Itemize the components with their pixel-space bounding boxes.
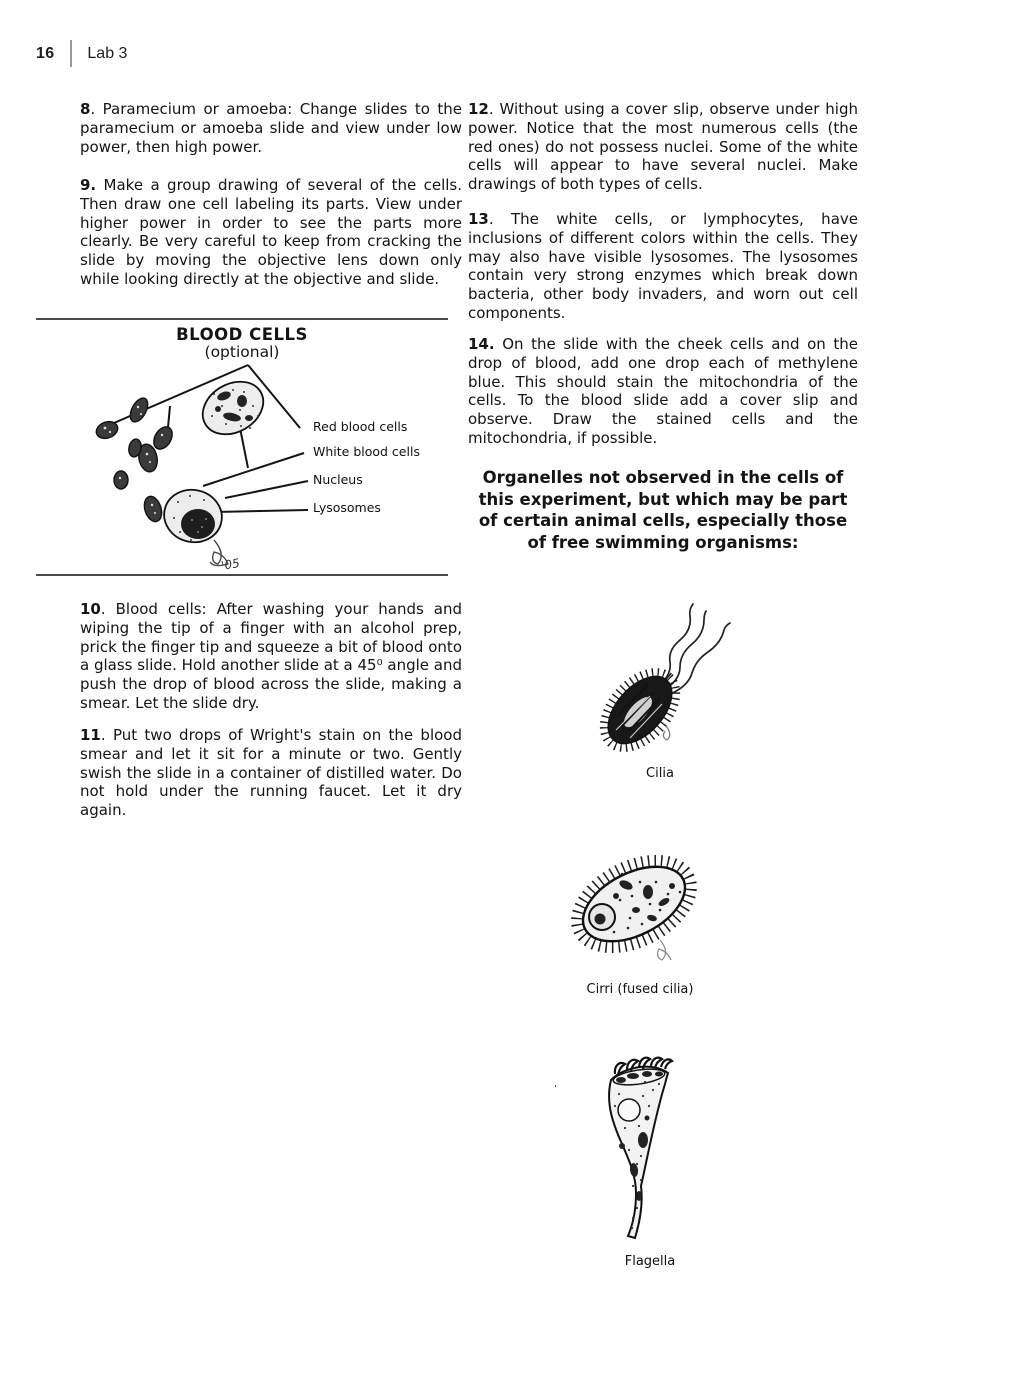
label-nucleus: Nucleus xyxy=(313,472,363,487)
artist-signature xyxy=(210,540,241,573)
cirri-figure xyxy=(540,840,740,997)
header-divider xyxy=(70,40,72,67)
flagella-figure xyxy=(555,1046,745,1269)
blood-cells-drawing xyxy=(36,362,444,574)
blood-cells-figure-subtitle: (optional) xyxy=(204,343,280,361)
cirri-cell-body xyxy=(563,843,705,964)
white-blood-cell-drawing xyxy=(193,371,272,445)
blood-cells-figure xyxy=(36,318,448,576)
cilia-caption: Cilia xyxy=(646,766,674,781)
red-blood-cells-drawing xyxy=(94,395,176,524)
flagella-caption: Flagella xyxy=(624,1254,676,1269)
paragraph-14-number: 14. xyxy=(468,335,495,353)
cirri-illustration xyxy=(540,840,740,972)
paragraph-11-text: . Put two drops of Wright's stain on the blood smear and let it sit for a minute or two. Gently swish the slide in a container of distilled water. Do not hold under the running faucet. Let it dry again. xyxy=(80,726,462,820)
paragraph-13-number: 13 xyxy=(468,210,489,228)
paragraph-9-number: 9. xyxy=(80,176,97,194)
paragraph-9-text: Make a group drawing of several of the cells. Then draw one cell labeling its parts. View under higher power in order to see the parts more clearly. Be very careful to keep from cracking the slide by moving the objective lens down only while looking directly at the objective and slide. xyxy=(80,176,462,288)
paragraph-11-number: 11 xyxy=(80,726,101,744)
paragraph-12 xyxy=(468,100,858,194)
flagella-cell-body xyxy=(555,1058,672,1238)
paragraph-8-number: 8 xyxy=(80,100,91,118)
paragraph-14 xyxy=(468,335,858,448)
cilia-illustration xyxy=(560,598,760,764)
organelles-heading: Organelles not observed in the cells of this experiment, but which may be part of certain animal cells, especially those of free swimming organisms: xyxy=(478,468,848,552)
cirri-signature-squiggle xyxy=(658,940,671,960)
page-number: 16 xyxy=(36,44,55,62)
paragraph-9 xyxy=(80,176,462,289)
paragraph-8-text: . Paramecium or amoeba: Change slides to the paramecium or amoeba slide and view under low power, then high power. xyxy=(80,100,462,156)
lab-title: Lab 3 xyxy=(87,44,128,62)
lysosome-cell-drawing xyxy=(159,484,228,548)
page-header xyxy=(36,40,127,67)
paragraph-12-text: . Without using a cover slip, observe under high power. Notice that the most numerous cells (the red ones) do not possess nuclei. Some of the white cells will appear to have several nuclei. Make drawings of both types of cells. xyxy=(468,100,858,194)
paragraph-10 xyxy=(80,600,462,713)
cirri-caption: Cirri (fused cilia) xyxy=(586,982,694,997)
paragraph-10-text: . Blood cells: After washing your hands and wiping the tip of a finger with an alcohol prep, prick the finger tip and squeeze a bit of blood onto a glass slide. Hold another slide at a 45⁰ angle and push the drop of blood across the slide, making a smear. Let the slide dry. xyxy=(80,600,462,712)
paragraph-12-number: 12 xyxy=(468,100,489,118)
cilia-cell-body xyxy=(590,659,689,761)
blood-cells-figure-title: BLOOD CELLS xyxy=(176,325,308,344)
cilia-signature-squiggle xyxy=(663,726,669,740)
svg-text:'05: '05 xyxy=(220,555,241,573)
cilia-figure xyxy=(560,598,760,781)
paragraph-13 xyxy=(468,210,858,323)
paragraph-10-number: 10 xyxy=(80,600,101,618)
label-white-blood-cells: White blood cells xyxy=(313,444,420,459)
paragraph-8 xyxy=(80,100,462,156)
paragraph-11 xyxy=(80,726,462,820)
paragraph-13-text: . The white cells, or lymphocytes, have inclusions of different colors within the cells. They may also have visible lysosomes. The lysosomes contain very strong enzymes which break down bacteria, other body invaders, and worn out cell components. xyxy=(468,210,858,322)
label-lysosomes: Lysosomes xyxy=(313,500,381,515)
paragraph-14-text: On the slide with the cheek cells and on the drop of blood, add one drop each of methylene blue. This should stain the mitochondria of the cells. To the blood slide add a cover slip and observe. Draw the stained cells and the mitochondria, if possible. xyxy=(468,335,858,447)
label-red-blood-cells: Red blood cells xyxy=(313,419,408,434)
flagella-illustration xyxy=(555,1046,745,1240)
